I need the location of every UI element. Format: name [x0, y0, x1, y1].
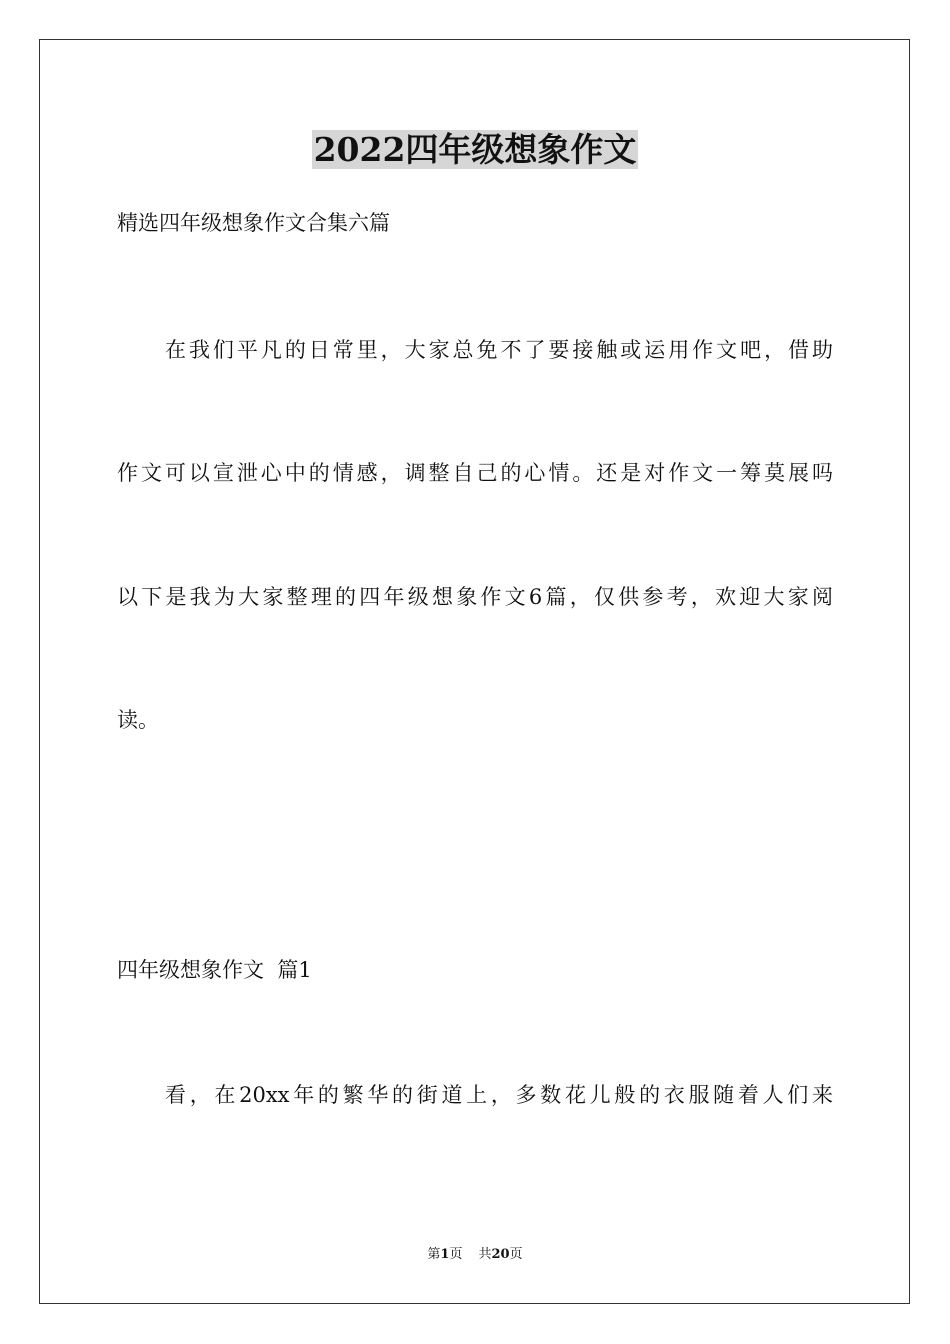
document-title [0, 128, 950, 172]
document-title-text: 2022四年级想象作文 [313, 130, 637, 169]
paragraph-line: 作文可以宣泄心中的情感，调整自己的心情。还是对作文一筹莫展吗 [117, 461, 833, 485]
footer-page-suffix: 页 [449, 1247, 463, 1262]
page-footer [0, 1245, 950, 1265]
footer-total-suffix: 页 [509, 1247, 523, 1262]
paragraph-line: 在我们平凡的日常里，大家总免不了要接触或运用作文吧，借助 [165, 338, 833, 362]
footer-total-prefix: 共 [478, 1247, 492, 1262]
paragraph-line: 看，在20xx年的繁华的街道上，多数花儿般的衣服随着人们来 [165, 1083, 833, 1107]
paragraph-line: 以下是我为大家整理的四年级想象作文6篇，仅供参考，欢迎大家阅 [117, 585, 833, 609]
footer-total-pages: 20 [491, 1247, 510, 1262]
document-subtitle: 精选四年级想象作文合集六篇 [117, 211, 390, 235]
paragraph-line: 读。 [117, 708, 159, 732]
section-heading: 四年级想象作文 篇1 [117, 958, 312, 982]
footer-page-prefix: 第 [427, 1247, 441, 1262]
footer-page-number: 1 [440, 1247, 450, 1262]
